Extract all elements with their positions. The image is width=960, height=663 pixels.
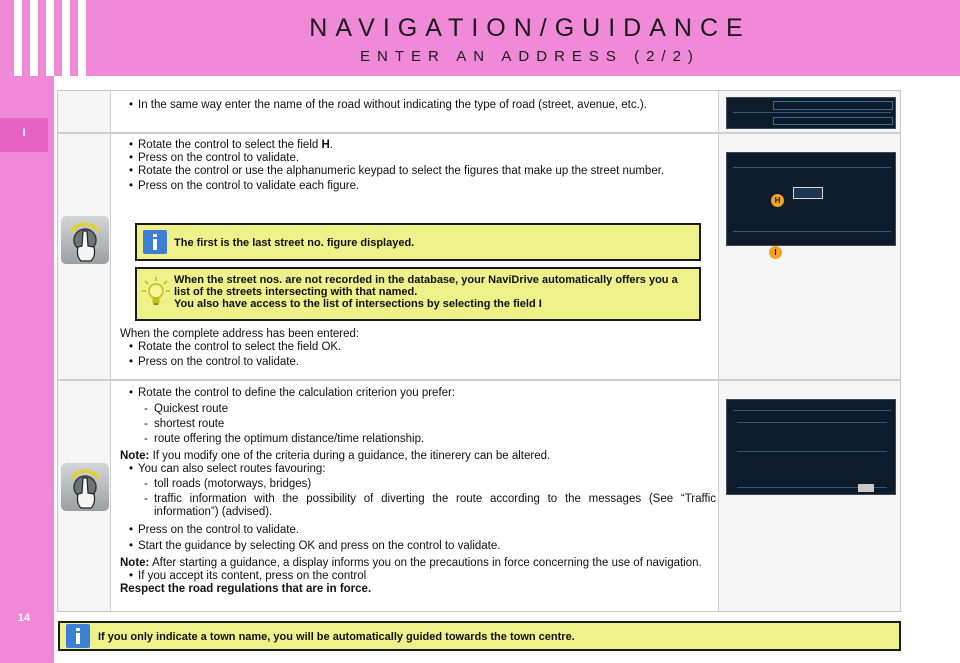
header-stripe: [46, 0, 54, 76]
tip-note-text: [174, 274, 696, 310]
number-field: [793, 187, 823, 199]
marker-i: I: [769, 246, 782, 259]
field-h-label: H: [321, 139, 330, 151]
screen-line: [733, 167, 891, 168]
list-item: • Press on the control to validate.: [126, 152, 716, 165]
road-name-field: [773, 101, 893, 110]
criterion-item: - route offering the optimum distance/time relationship.: [120, 433, 716, 446]
header-stripe: [62, 0, 70, 76]
instruction-text: .: [329, 139, 333, 151]
tip-line: You also have access to the list of intersections by selecting the field I: [174, 298, 542, 310]
footer-note-box: [58, 621, 901, 651]
list-item: • Rotate the control to select the field OK.: [126, 341, 716, 354]
criterion-item: - Quickest route: [120, 403, 716, 416]
criteria-list: [737, 422, 887, 452]
lightbulb-icon: [141, 276, 171, 308]
list-item: • Press on the control to validate.: [126, 524, 716, 537]
after-entry-text: [120, 328, 716, 369]
content-table: [57, 90, 901, 612]
list-item: • Start the guidance by selecting OK and press on the control to validate.: [126, 540, 716, 553]
screen-street-number: [726, 152, 896, 246]
row-divider: [58, 379, 900, 381]
ok-button: [858, 484, 874, 492]
list-item: • You can also select routes favouring:: [126, 463, 716, 476]
info-icon: [66, 624, 90, 648]
closing-statement: Respect the road regulations that are in force.: [120, 583, 372, 595]
tip-note-box: [135, 267, 701, 321]
side-band: [0, 76, 54, 663]
note-label: Note:: [120, 450, 150, 462]
rotary-control-icon: [61, 463, 109, 511]
list-item: • Press on the control to validate.: [126, 356, 716, 369]
rotary-control-icon: [61, 216, 109, 264]
header-stripe: [30, 0, 38, 76]
info-note-box: [135, 223, 701, 261]
note-text: If you modify one of the criteria during a guidance, the itinerery can be altered.: [149, 450, 551, 462]
screen-line: [733, 231, 891, 232]
page-number: 14: [17, 612, 31, 624]
marker-h: H: [771, 194, 784, 207]
list-item: • Press on the control to validate each figure.: [126, 180, 716, 193]
note-text: After starting a guidance, a display informs you on the precautions in force concerning the use of navigation.: [149, 557, 702, 569]
section1-text: [126, 99, 716, 112]
page-title: NAVIGATION/GUIDANCE: [309, 14, 751, 42]
instruction-text: Rotate the control to select the field: [138, 139, 322, 151]
road-type-field: [773, 117, 893, 125]
screen-line: [733, 112, 891, 113]
note-line: [120, 557, 716, 570]
list-item: • In the same way enter the name of the road without indicating the type of road (street, avenue, etc.).: [126, 99, 716, 112]
tip-line: When the street nos. are not recorded in the database, your NaviDrive automatically offers you a list of the streets intersecting with that named.: [174, 274, 678, 298]
list-item: • Rotate the control to define the calculation criterion you prefer:: [126, 387, 716, 400]
screen-road-entry: [726, 97, 896, 129]
favour-item: - traffic information with the possibility of diverting the route according to the messages (See “Traffic information”) (advised).: [120, 493, 716, 519]
screen-line: [733, 410, 891, 411]
page-subtitle: ENTER AN ADDRESS (2/2): [360, 48, 700, 65]
favour-item: - toll roads (motorways, bridges): [120, 478, 716, 491]
header-stripe: [14, 0, 22, 76]
row-divider: [58, 132, 900, 134]
section3-text: [120, 387, 716, 596]
list-item: [126, 139, 716, 152]
screen-route-criteria: [726, 399, 896, 495]
list-item: • If you accept its content, press on the control: [126, 570, 716, 583]
note-line: [120, 450, 716, 463]
footer-note-text: If you only indicate a town name, you will be automatically guided towards the town centre.: [98, 631, 575, 643]
section-tab[interactable]: I: [0, 118, 48, 152]
criterion-item: - shortest route: [120, 418, 716, 431]
info-icon: [143, 230, 167, 254]
list-item: • Rotate the control or use the alphanumeric keypad to select the figures that make up the street number.: [126, 165, 716, 178]
info-note-text: The first is the last street no. figure displayed.: [174, 237, 415, 249]
header-stripe: [78, 0, 86, 76]
after-entry-intro: When the complete address has been entered:: [120, 328, 360, 340]
icon-column: [58, 91, 111, 611]
note-label: Note:: [120, 557, 150, 569]
section2-text: [126, 139, 716, 193]
